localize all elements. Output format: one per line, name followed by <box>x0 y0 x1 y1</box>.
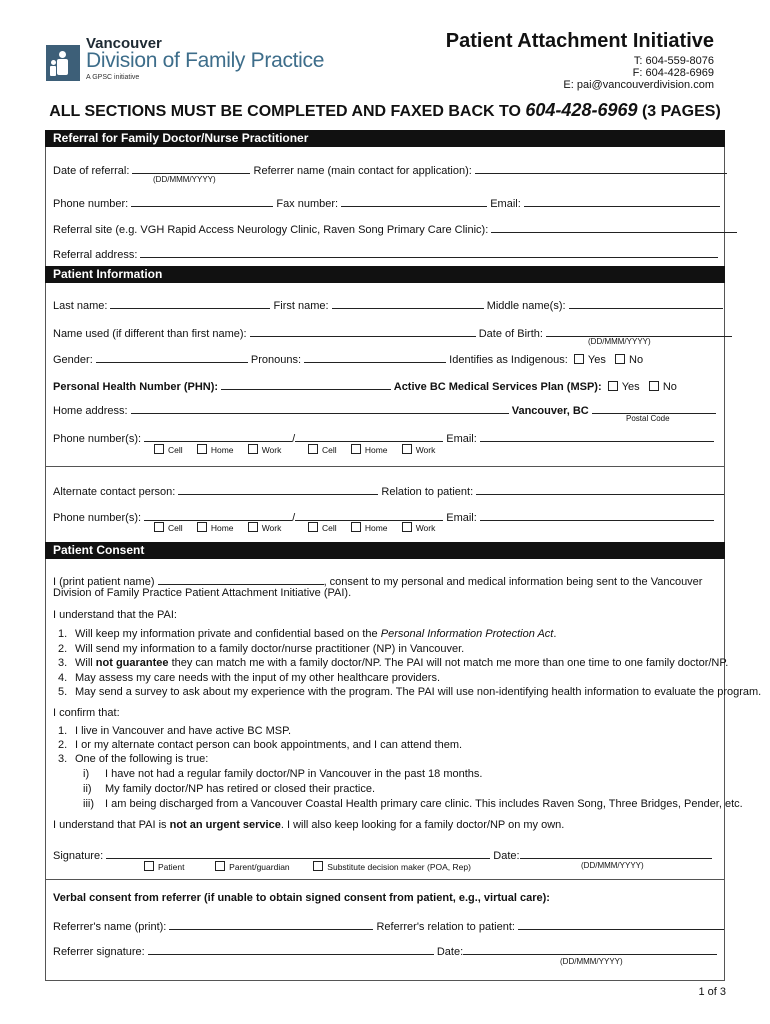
item-number: 3. <box>58 753 68 765</box>
understand-heading: I understand that the PAI: <box>53 609 177 621</box>
last-name-label: Last name: <box>53 300 108 312</box>
referrer-relation-field[interactable] <box>518 918 724 930</box>
confirm-sub-ii <box>83 783 375 795</box>
contact-phone: T: 604-559-8076 <box>633 55 714 67</box>
referral-phone-label: Phone number: <box>53 198 129 210</box>
confirm-item-1 <box>58 725 291 737</box>
item-number: iii) <box>83 798 94 810</box>
confirm-heading: I confirm that: <box>53 707 120 719</box>
alt-email-label: Email: <box>446 512 477 524</box>
alt-phone-label: Phone number(s): <box>53 512 142 524</box>
home-address-label: Home address: <box>53 405 128 417</box>
urgent-text-end: . I will also keep looking for a family doctor/NP on my own. <box>280 819 565 831</box>
alt-phone1-home-checkbox[interactable] <box>197 522 207 532</box>
phone2-type-options <box>308 444 435 455</box>
gender-field[interactable] <box>96 351 248 363</box>
referral-phone-field[interactable] <box>131 195 273 207</box>
alt-phone2-home-checkbox[interactable] <box>351 522 361 532</box>
phone1-type-options <box>154 444 281 455</box>
item-text: One of the following is true: <box>75 753 209 765</box>
phone-separator: / <box>292 512 296 524</box>
referrer-relation-label: Referrer's relation to patient: <box>376 921 515 933</box>
org-tagline: A GPSC initiative <box>86 74 140 81</box>
dob-label: Date of Birth: <box>478 328 543 340</box>
signature-date-field[interactable] <box>520 847 712 859</box>
signer-type-options <box>144 861 471 872</box>
work-label: Work <box>261 445 282 455</box>
confirm-item-2 <box>58 739 462 751</box>
item-text: Will keep my information private and confidential based on the <box>75 628 381 640</box>
referral-contact-row <box>53 195 720 210</box>
consent-statement: , consent to my personal and medical information being sent to the Vancouver <box>323 576 703 588</box>
signature-date-hint: (DD/MMM/YYYY) <box>581 861 644 870</box>
work-label: Work <box>261 523 282 533</box>
indigenous-no-checkbox[interactable] <box>615 354 625 364</box>
print-name-field[interactable] <box>158 573 324 585</box>
pai-item-1 <box>58 628 556 640</box>
msp-yes-checkbox[interactable] <box>608 381 618 391</box>
referral-fax-label: Fax number: <box>276 198 339 210</box>
section-heading-referral: Referral for Family Doctor/Nurse Practitioner <box>45 130 725 147</box>
section-heading-patient: Patient Information <box>45 266 725 283</box>
referrer-signature-label: Referrer signature: <box>53 946 145 958</box>
signature-label: Signature: <box>53 850 104 862</box>
signer-patient-checkbox[interactable] <box>144 861 154 871</box>
pai-item-4 <box>58 672 440 684</box>
patient-phone1-field[interactable] <box>144 430 292 442</box>
patient-phone2-field[interactable] <box>295 430 443 442</box>
alt-contact-field[interactable] <box>178 483 378 495</box>
msp-label: Active BC Medical Services Plan (MSP): <box>393 381 602 393</box>
cell-label: Cell <box>168 523 183 533</box>
relation-label: Relation to patient: <box>381 486 474 498</box>
referrer-name-field[interactable] <box>475 162 727 174</box>
consent-print-row <box>53 573 702 588</box>
indigenous-no-label: No <box>629 354 644 366</box>
alt-phone2-field[interactable] <box>295 509 443 521</box>
patient-name-row <box>53 297 723 312</box>
msp-yes-label: Yes <box>621 381 640 393</box>
item-number: 2. <box>58 739 68 751</box>
phone2-work-checkbox[interactable] <box>402 444 412 454</box>
patient-phone-row <box>53 430 714 445</box>
phn-row <box>53 378 677 393</box>
phone-separator: / <box>292 433 296 445</box>
item-text: May assess my care needs with the input of my other healthcare providers. <box>75 672 441 684</box>
item-act-name: Personal Information Protection Act <box>380 628 554 640</box>
relation-field[interactable] <box>476 483 724 495</box>
item-text-end: they can match me with a family doctor/NP. The PAI will not match me more than one time to one family doctor/NP. <box>168 657 729 669</box>
consent-statement-line2: Division of Family Practice Patient Attachment Initiative (PAI). <box>53 587 352 599</box>
referrer-print-field[interactable] <box>169 918 373 930</box>
print-name-label: I (print patient name) <box>53 576 155 588</box>
city-label: Vancouver, BC <box>511 405 589 417</box>
alt-phone1-field[interactable] <box>144 509 292 521</box>
alt-phone1-type-options <box>154 522 281 533</box>
contact-fax: F: 604-428-6969 <box>632 67 714 79</box>
cell-label: Cell <box>322 445 337 455</box>
gender-label: Gender: <box>53 354 93 366</box>
referral-date-hint: (DD/MMM/YYYY) <box>153 175 216 184</box>
work-label: Work <box>415 523 436 533</box>
indigenous-label: Identifies as Indigenous: <box>449 354 568 366</box>
signature-row <box>53 847 712 862</box>
item-text: Will send my information to a family doctor/nurse practitioner (NP) in Vancouver. <box>75 643 465 655</box>
phone1-cell-checkbox[interactable] <box>154 444 164 454</box>
verbal-consent-heading: Verbal consent from referrer (if unable to obtain signed consent from patient, e.g., virtual care): <box>53 892 550 904</box>
patient-email-field[interactable] <box>480 430 714 442</box>
referral-address-label: Referral address: <box>53 249 138 261</box>
indigenous-yes-checkbox[interactable] <box>574 354 584 364</box>
referrer-signature-field[interactable] <box>148 943 434 955</box>
signer-guardian-checkbox[interactable] <box>215 861 225 871</box>
confirm-sub-iii <box>83 798 743 810</box>
org-name-line1: Vancouver <box>86 35 162 52</box>
signer-patient-label: Patient <box>158 862 185 872</box>
home-address-field[interactable] <box>131 402 509 414</box>
indigenous-yes-label: Yes <box>587 354 606 366</box>
referral-site-row <box>53 221 737 236</box>
phone1-work-checkbox[interactable] <box>248 444 258 454</box>
fax-instruction <box>0 100 770 121</box>
name-used-field[interactable] <box>250 325 476 337</box>
division-logo-icon <box>46 45 80 81</box>
page-number: 1 of 3 <box>698 986 726 998</box>
referrer-date-field[interactable] <box>463 943 717 955</box>
signer-substitute-label: Substitute decision maker (POA, Rep) <box>327 862 471 872</box>
alt-phone2-work-checkbox[interactable] <box>402 522 412 532</box>
alt-phone2-cell-checkbox[interactable] <box>308 522 318 532</box>
referral-date-field[interactable] <box>132 162 250 174</box>
last-name-field[interactable] <box>110 297 270 309</box>
referrer-date-label: Date: <box>436 946 464 958</box>
alt-contact-label: Alternate contact person: <box>53 486 176 498</box>
referral-email-field[interactable] <box>524 195 720 207</box>
item-number: 4. <box>58 672 68 684</box>
referral-date-label: Date of referral: <box>53 165 130 177</box>
item-number: 1. <box>58 725 68 737</box>
urgent-text: I understand that PAI is <box>53 819 170 831</box>
phone1-home-checkbox[interactable] <box>197 444 207 454</box>
confirm-sub-i <box>83 768 482 780</box>
alt-email-field[interactable] <box>480 509 714 521</box>
alt-phone1-cell-checkbox[interactable] <box>154 522 164 532</box>
referrer-name-label: Referrer name (main contact for application): <box>253 165 472 177</box>
pai-item-3 <box>58 657 728 669</box>
item-text-end: . <box>553 628 557 640</box>
phn-label: Personal Health Number (PHN): <box>53 381 219 393</box>
item-emphasis: not guarantee <box>95 657 169 669</box>
pai-item-5 <box>58 686 761 698</box>
referrer-name-row <box>53 918 724 933</box>
referrer-print-label: Referrer's name (print): <box>53 921 167 933</box>
item-text: I or my alternate contact person can book appointments, and I can attend them. <box>75 739 463 751</box>
org-name-line2: Division of Family Practice <box>86 49 325 72</box>
page-count: (3 PAGES) <box>641 103 721 120</box>
gender-row <box>53 351 643 366</box>
referral-email-label: Email: <box>490 198 521 210</box>
referral-fax-field[interactable] <box>341 195 487 207</box>
divider <box>45 879 725 880</box>
signature-date-label: Date: <box>493 850 520 862</box>
work-label: Work <box>415 445 436 455</box>
msp-no-checkbox[interactable] <box>649 381 659 391</box>
alt-phone2-type-options <box>308 522 435 533</box>
item-text: May send a survey to ask about my experience with the program. The PAI will use non-identifying health information to evaluate the program. <box>75 686 762 698</box>
urgent-statement <box>53 819 564 831</box>
referral-site-label: Referral site (e.g. VGH Rapid Access Neurology Clinic, Raven Song Primary Care Clinic): <box>53 224 489 236</box>
postal-code-hint: Postal Code <box>626 414 670 423</box>
phone2-cell-checkbox[interactable] <box>308 444 318 454</box>
signature-field[interactable] <box>106 847 490 859</box>
patient-email-label: Email: <box>446 433 477 445</box>
patient-phone-label: Phone number(s): <box>53 433 142 445</box>
postal-code-field[interactable] <box>592 402 716 414</box>
home-label: Home <box>364 523 388 533</box>
item-number: 2. <box>58 643 68 655</box>
confirm-item-3 <box>58 753 208 765</box>
middle-name-field[interactable] <box>569 297 723 309</box>
pai-item-2 <box>58 643 464 655</box>
cell-label: Cell <box>322 523 337 533</box>
item-text: I am being discharged from a Vancouver Coastal Health primary care clinic. This includes Raven Song, Three Bridges, Pender, etc. <box>105 798 743 810</box>
referral-address-row <box>53 246 718 261</box>
item-number: 5. <box>58 686 68 698</box>
item-text: I live in Vancouver and have active BC MSP. <box>75 725 292 737</box>
item-text: I have not had a regular family doctor/NP in Vancouver in the past 18 months. <box>105 768 483 780</box>
signer-guardian-label: Parent/guardian <box>229 862 290 872</box>
item-text: My family doctor/NP has retired or closed their practice. <box>105 783 376 795</box>
alt-contact-row <box>53 483 724 498</box>
item-number: 3. <box>58 657 68 669</box>
signer-substitute-checkbox[interactable] <box>313 861 323 871</box>
alt-phone1-work-checkbox[interactable] <box>248 522 258 532</box>
dob-field[interactable] <box>546 325 732 337</box>
item-number: i) <box>83 768 90 780</box>
referrer-date-hint: (DD/MMM/YYYY) <box>560 957 623 966</box>
item-text: Will <box>75 657 96 669</box>
name-used-label: Name used (if different than first name): <box>53 328 247 340</box>
item-number: ii) <box>83 783 92 795</box>
document-title: Patient Attachment Initiative <box>445 30 714 52</box>
phn-field[interactable] <box>221 378 391 390</box>
middle-name-label: Middle name(s): <box>486 300 566 312</box>
item-number: 1. <box>58 628 68 640</box>
pronouns-label: Pronouns: <box>250 354 302 366</box>
instruction-text: ALL SECTIONS MUST BE COMPLETED AND FAXED BACK TO <box>49 103 521 120</box>
home-label: Home <box>210 523 234 533</box>
first-name-field[interactable] <box>332 297 484 309</box>
pronouns-field[interactable] <box>304 351 446 363</box>
referral-site-field[interactable] <box>491 221 737 233</box>
divider <box>45 466 725 467</box>
first-name-label: First name: <box>273 300 329 312</box>
home-label: Home <box>364 445 388 455</box>
fax-number: 604-428-6969 <box>525 100 638 120</box>
referrer-signature-row <box>53 943 717 958</box>
dob-hint: (DD/MMM/YYYY) <box>588 337 651 346</box>
home-label: Home <box>210 445 234 455</box>
section-heading-consent: Patient Consent <box>45 542 725 559</box>
contact-email: E: pai@vancouverdivision.com <box>563 79 714 91</box>
msp-no-label: No <box>662 381 677 393</box>
referral-address-field[interactable] <box>140 246 718 258</box>
home-address-row <box>53 402 716 417</box>
cell-label: Cell <box>168 445 183 455</box>
urgent-emphasis: not an urgent service <box>169 819 281 831</box>
phone2-home-checkbox[interactable] <box>351 444 361 454</box>
